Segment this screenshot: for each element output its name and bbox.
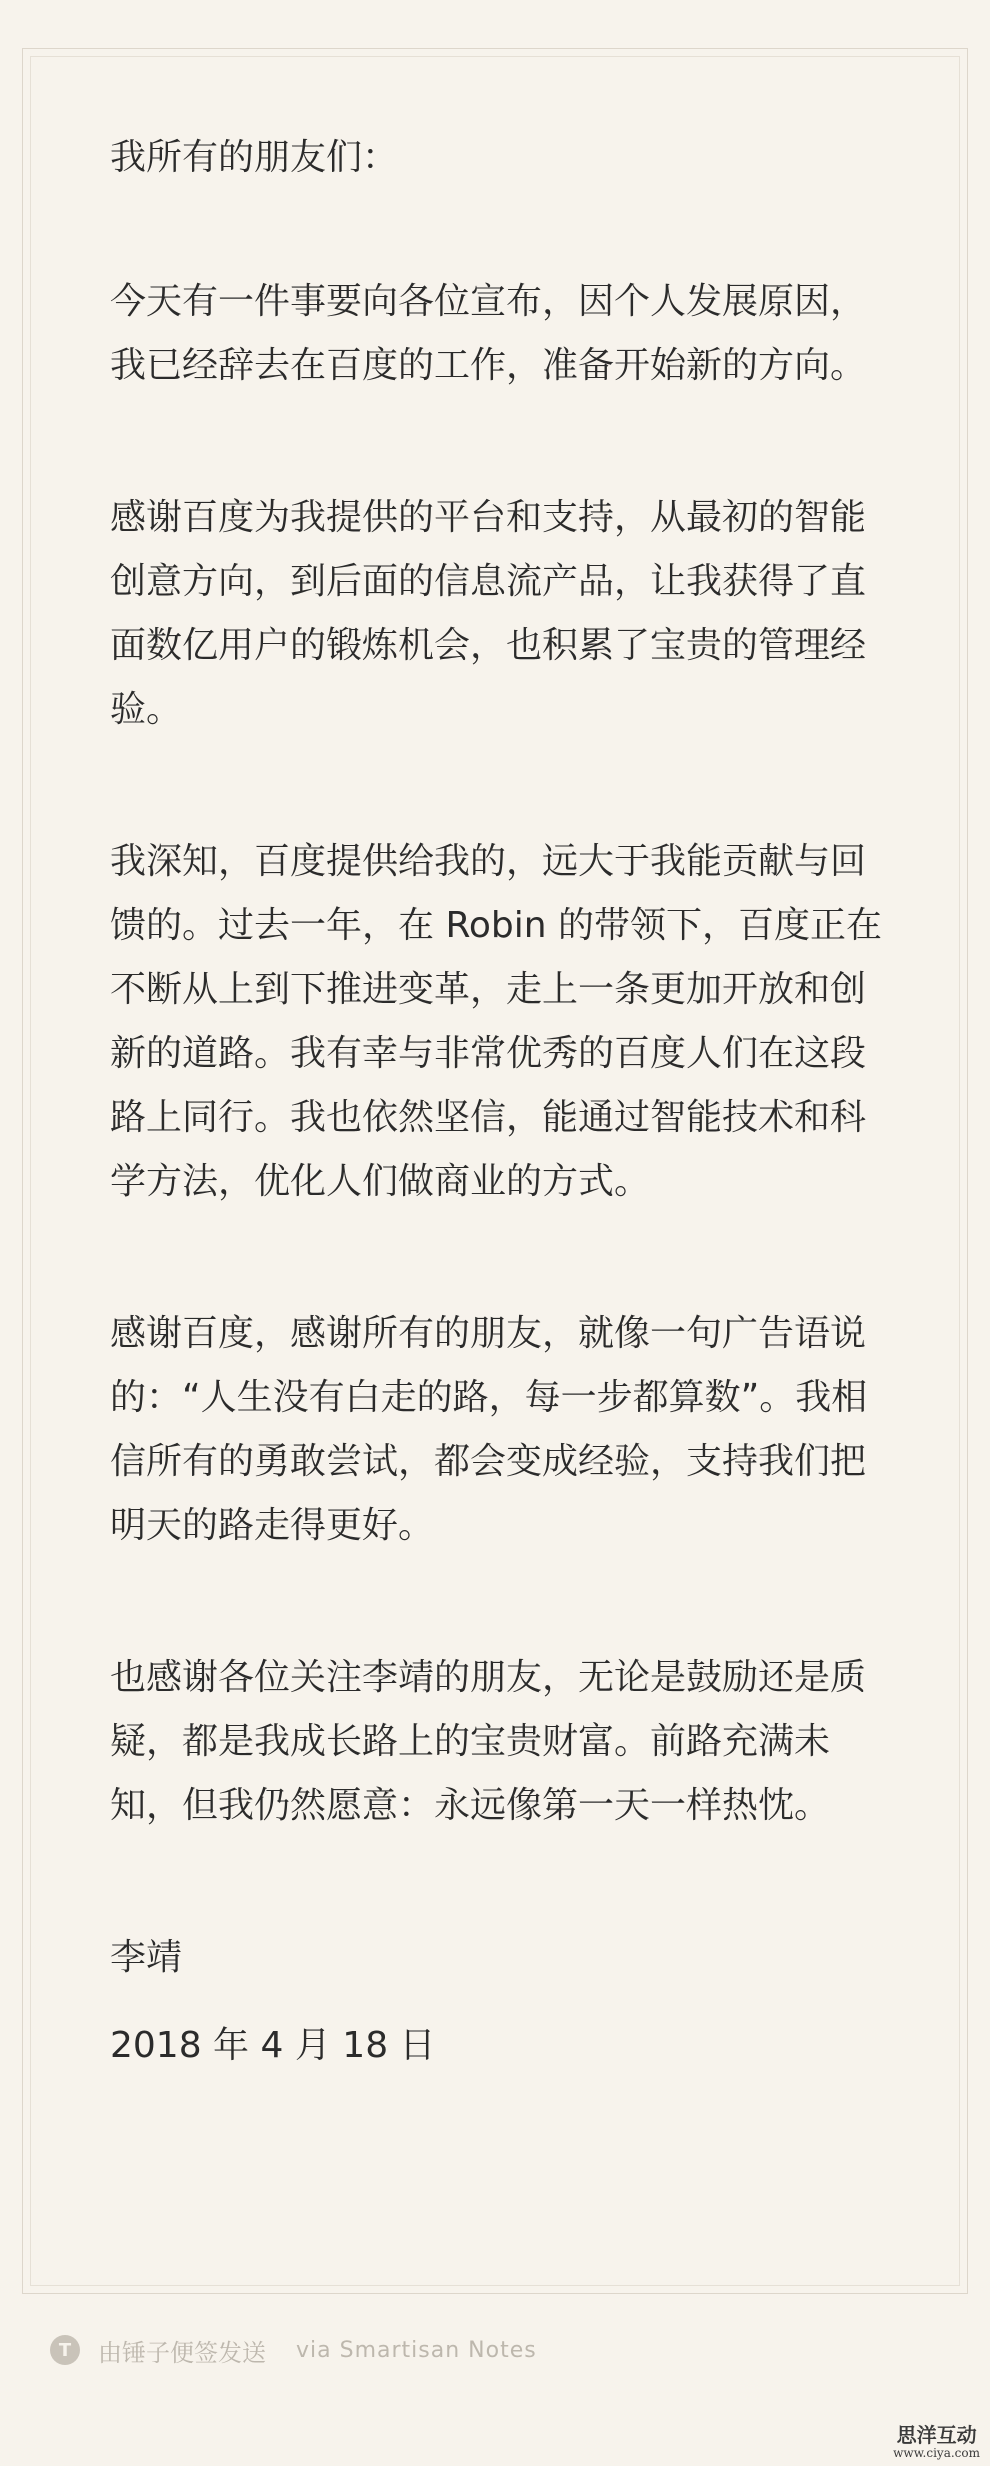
watermark-url: www.ciya.com [893, 2446, 980, 2460]
note-body [110, 126, 890, 2078]
note-paragraph-4: 感谢百度，感谢所有的朋友，就像一句广告语说的：“人生没有白走的路，每一步都算数”。我相信所有的勇敢尝试，都会变成经验，支持我们把明天的路走得更好。 [110, 1313, 868, 1546]
note-paragraph-5: 也感谢各位关注李靖的朋友，无论是鼓励还是质疑，都是我成长路上的宝贵财富。前路充满未知，但我仍然愿意：永远像第一天一样热忱。 [110, 1657, 867, 1826]
note-paragraph-2: 感谢百度为我提供的平台和支持，从最初的智能创意方向，到后面的信息流产品，让我获得了直面数亿用户的锻炼机会，也积累了宝贵的管理经验。 [110, 497, 867, 730]
sent-via-en-label: via Smartisan Notes [296, 2337, 537, 2363]
sent-via-cn-label: 由锤子便签发送 [98, 2338, 266, 2367]
sent-via-footer [50, 2330, 537, 2370]
signature-date: 2018 年 4 月 18 日 [110, 2025, 436, 2066]
note-paragraph-3: 我深知，百度提供给我的，远大于我能贡献与回馈的。过去一年，在 Robin 的带领下，百度正在不断从上到下推进变革，走上一条更加开放和创新的道路。我有幸与非常优秀的百度人们在这段路上同行。我也依然坚信，能通过智能技术和科学方法，优化人们做商业的方式。 [110, 841, 882, 1202]
signature-name: 李靖 [110, 1937, 183, 1978]
smartisan-t-icon: T [50, 2335, 80, 2365]
watermark-name: 思洋互动 [896, 2423, 977, 2447]
note-paragraph-1: 今天有一件事要向各位宣布，因个人发展原因，我已经辞去在百度的工作，准备开始新的方向。 [110, 281, 867, 386]
site-watermark [893, 2424, 980, 2460]
note-greeting: 我所有的朋友们： [110, 137, 399, 178]
